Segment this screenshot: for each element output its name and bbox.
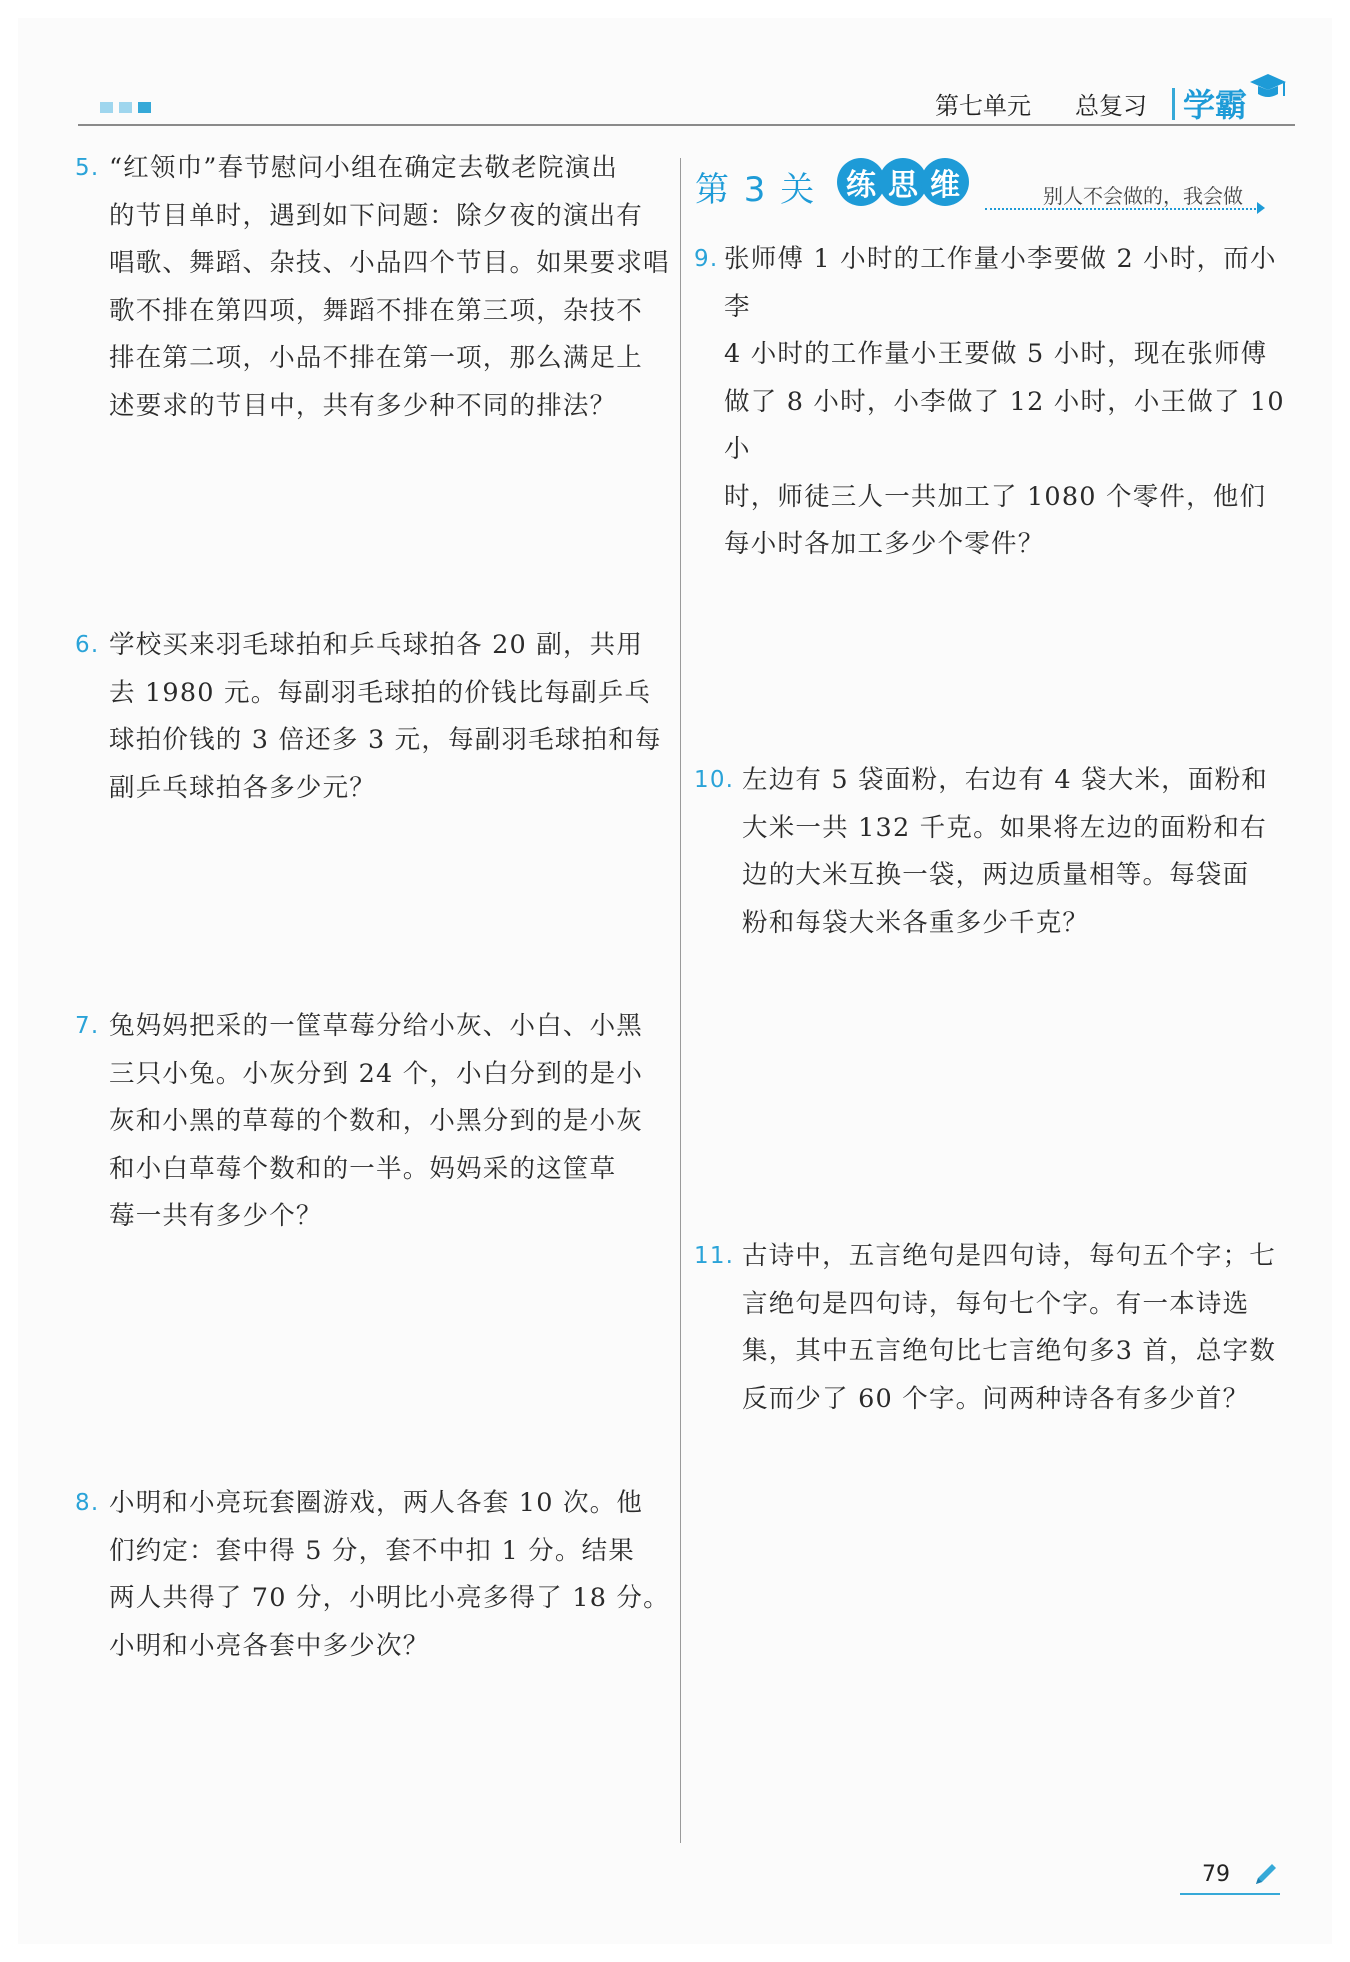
question-10 (694, 757, 1294, 947)
level-bubbles (837, 158, 963, 206)
question-number: 5. (75, 155, 100, 181)
question-8 (75, 1480, 675, 1670)
header-rule (78, 124, 1295, 126)
question-number: 11. (694, 1243, 735, 1269)
question-number: 8. (75, 1490, 100, 1516)
question-text: 张师傅 1 小时的工作量小李要做 2 小时，而小李 4 小时的工作量小王要做 5 小时，现在张师傅 做了 8 小时，小李做了 12 小时，小王做了 10 小 时，师徒三人一共加工了 1080 个零件，他们 每小时各加工多少个零件？ (724, 244, 1285, 559)
level-banner (695, 158, 1275, 214)
question-5 (75, 145, 675, 430)
level-bubble: 维 (921, 158, 969, 206)
level-bubble: 练 (837, 158, 885, 206)
question-text: 小明和小亮玩套圈游戏，两人各套 10 次。他 们约定：套中得 5 分，套不中扣 1 分。结果 两人共得了 70 分，小明比小亮多得了 18 分。 小明和小亮各套中多少次？ (109, 1488, 670, 1661)
level-title: 第 3 关 (695, 170, 817, 210)
column-divider (680, 158, 681, 1843)
header-separator (1172, 88, 1175, 120)
question-number: 6. (75, 632, 100, 658)
question-number: 10. (694, 767, 735, 793)
pencil-icon (1250, 1860, 1280, 1890)
graduation-cap-icon (1248, 72, 1288, 102)
question-number: 9. (694, 246, 719, 272)
level-bubble: 思 (879, 158, 927, 206)
level-slogan: 别人不会做的，我会做 (1043, 184, 1243, 208)
question-text: 学校买来羽毛球拍和乒乓球拍各 20 副，共用 去 1980 元。每副羽毛球拍的价钱比每副乒乓 球拍价钱的 3 倍还多 3 元，每副羽毛球拍和每 副乒乓球拍各多少元？ (109, 630, 662, 803)
question-text: “红领巾”春节慰问小组在确定去敬老院演出 的节目单时，遇到如下问题：除夕夜的演出有 唱歌、舞蹈、杂技、小品四个节目。如果要求唱 歌不排在第四项，舞蹈不排在第三项，杂技不 排在第二项，小品不排在第一项，那么满足上 述要求的节目中，共有多少种不同的排法？ (109, 153, 670, 421)
dotted-underline (985, 208, 1260, 210)
question-6 (75, 622, 675, 812)
question-number: 7. (75, 1013, 100, 1039)
question-text: 兔妈妈把采的一筐草莓分给小灰、小白、小黑 三只小兔。小灰分到 24 个，小白分到的是小 灰和小黑的草莓的个数和，小黑分到的是小灰 和小白草莓个数和的一半。妈妈采的这筐草 莓一共有多少个？ (109, 1011, 644, 1231)
brand-logo-text: 学霸 (1183, 86, 1248, 124)
question-9 (694, 236, 1294, 569)
page-number-underline (1180, 1893, 1280, 1895)
header-decoration (100, 102, 151, 113)
page-number: 79 (1202, 1862, 1230, 1887)
question-7 (75, 1003, 675, 1241)
question-text: 左边有 5 袋面粉，右边有 4 袋大米，面粉和 大米一共 132 千克。如果将左边的面粉和右 边的大米互换一袋，两边质量相等。每袋面 粉和每袋大米各重多少千克？ (742, 765, 1268, 938)
arrow-icon (1257, 202, 1265, 214)
question-text: 古诗中，五言绝句是四句诗，每句五个字；七 言绝句是四句诗，每句七个字。有一本诗选 集，其中五言绝句比七言绝句多3 首，总字数 反而少了 60 个字。问两种诗各有多少首？ (742, 1241, 1277, 1414)
unit-title: 第七单元 (935, 92, 1031, 120)
review-title: 总复习 (1075, 92, 1147, 120)
question-11 (694, 1233, 1294, 1423)
